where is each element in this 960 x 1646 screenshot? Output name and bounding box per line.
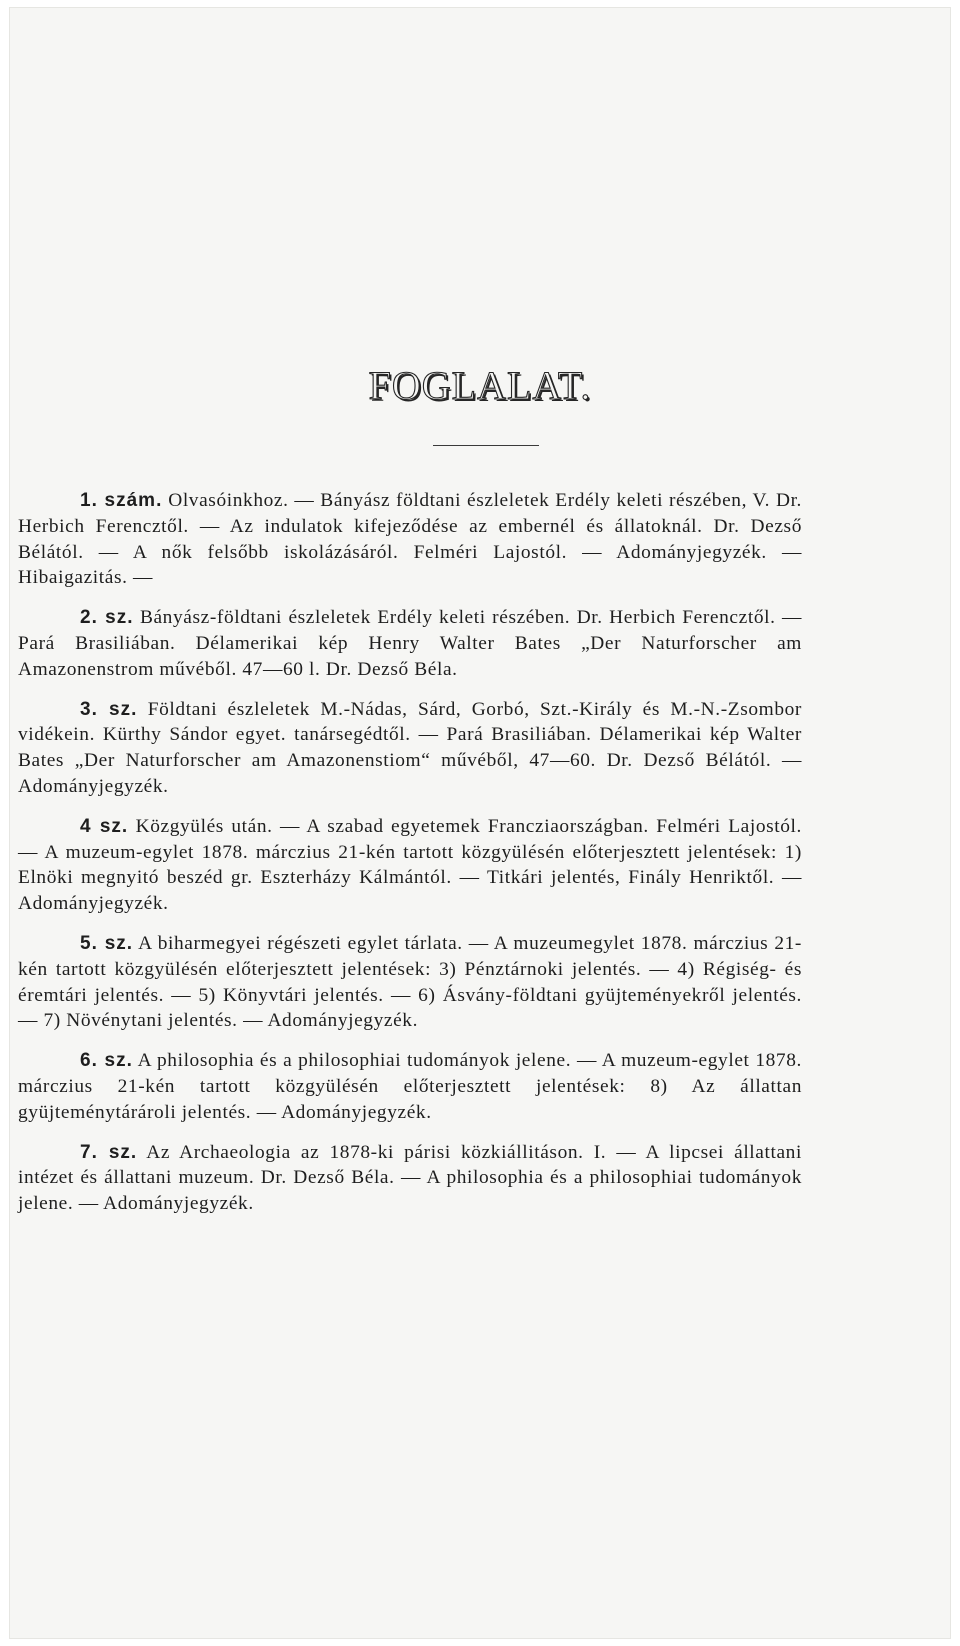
entry-text: Az Archaeologia az 1878-ki párisi közkiállitáson. I. — A lipcsei állattani intézet és állattani muzeum. Dr. Dezső Béla. — A philosophia és a philosophiai tudományok jelene. — Adományjegyzék. <box>18 1141 802 1215</box>
toc-entry-5 <box>18 931 802 1034</box>
issue-number: 6. sz. <box>80 1050 133 1072</box>
entry-text: Földtani észleletek M.-Nádas, Sárd, Gorbó, Szt.-Király és M.-N.-Zsombor vidékein. Kürthy Sándor egyet. tanársegédtől. — Pará Brasiliában. Délamerikai kép Walter Bates „Der Naturforscher am Amazonenstiom“ művéből, 47—60. Dr. Dezső Bélától. — Adományjegyzék. <box>18 698 802 797</box>
entry-text: Bányász-földtani észleletek Erdély keleti részében. Dr. Herbich Ferencztől. — Pará Brasiliában. Délamerikai kép Henry Walter Bates „Der Naturforscher am Amazonenstrom művéből. 47—60 l. Dr. Dezső Béla. <box>18 607 802 680</box>
toc-entry-2 <box>18 605 802 682</box>
page-title: FOGLALAT. <box>368 363 592 408</box>
table-of-contents <box>18 488 802 1231</box>
issue-number: 3. sz. <box>80 698 138 720</box>
issue-number: 5. sz. <box>80 932 134 954</box>
entry-text: A philosophia és a philosophiai tudományok jelene. — A muzeum-egylet 1878. márczius 21-kén tartott közgyülésén előterjesztett jelentések: 8) Az állattan gyüjteménytárároli jelentés. — Adományjegyzék. <box>18 1050 802 1123</box>
toc-entry-4 <box>18 814 802 917</box>
toc-entry-1 <box>18 488 802 591</box>
issue-number: 2. sz. <box>80 607 134 629</box>
issue-number: 7. sz. <box>80 1141 138 1163</box>
issue-number: 1. szám. <box>80 490 163 511</box>
toc-entry-7 <box>18 1140 802 1217</box>
issue-number: 4 sz. <box>80 815 129 837</box>
entry-text: Közgyülés után. — A szabad egyetemek Francziaországban. Felméri Lajostól. — A muzeum-egylet 1878. márczius 21-kén tartott közgyülésén előterjesztett jelentések: 1) Elnöki megnyitó beszéd gr. Eszterházy Kálmántól. — Titkári jelentés, Finály Henriktől. — Adományjegyzék. <box>18 815 802 915</box>
toc-entry-6 <box>18 1048 802 1125</box>
entry-text: Olvasóinkhoz. — Bányász földtani észleletek Erdély keleti részében, V. Dr. Herbich Ferencztől. — Az indulatok kifejeződése az embernél és állatoknál. Dr. Dezső Bélától. — A nők felsőbb iskolázásáról. Felméri Lajostól. — Adományjegyzék. — Hibaigazitás. — <box>18 490 803 589</box>
entry-text: A biharmegyei régészeti egylet tárlata. — A muzeumegylet 1878. márczius 21-kén tartott közgyülésén előterjesztett jelentések: 3) Pénztárnoki jelentés. — 4) Régiség- és éremtári jelentés. — 5) Könyvtári jelentés. — 6) Ásvány-földtani gyüjteményekről jelentés. — 7) Növénytani jelentés. — Adományjegyzék. <box>18 932 802 1032</box>
title-divider <box>433 445 539 446</box>
toc-entry-3 <box>18 697 802 800</box>
